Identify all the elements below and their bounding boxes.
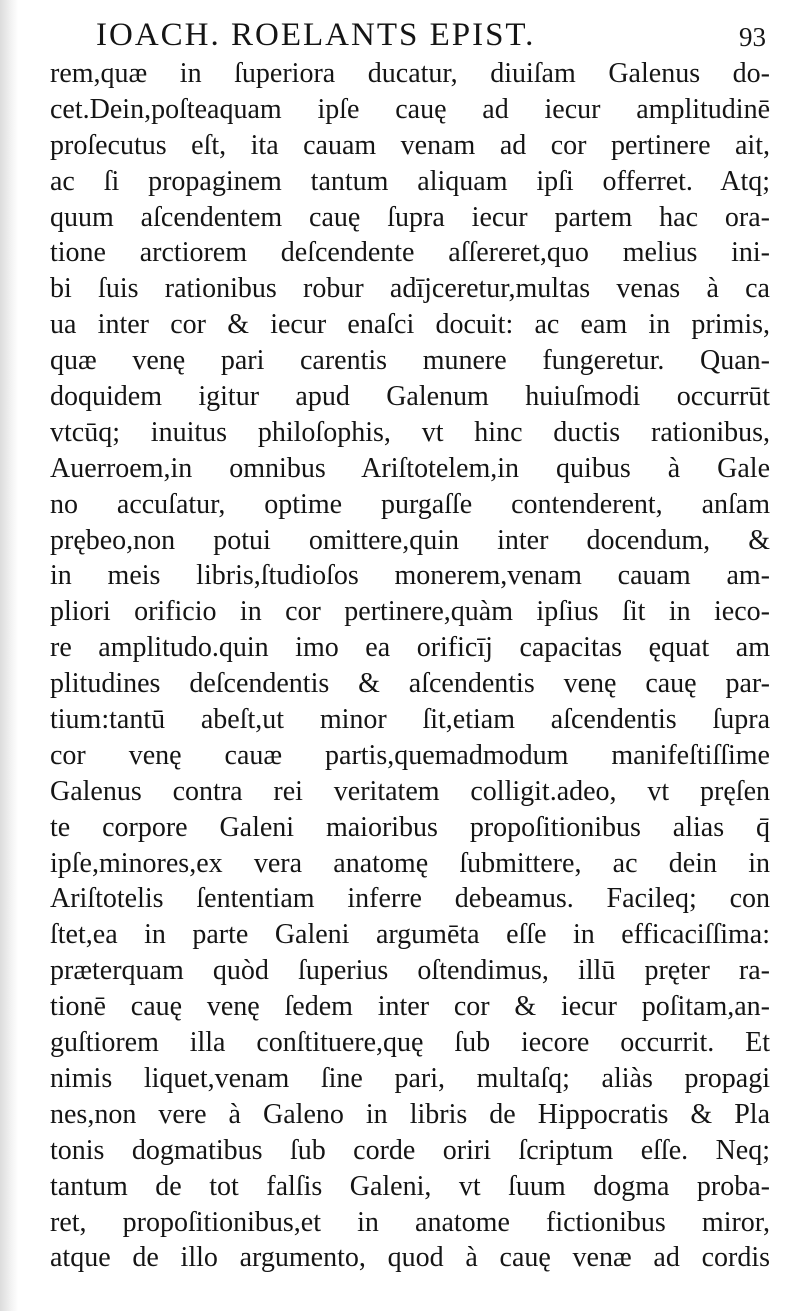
text-line: guſtiorem illa conſtituere,quę ſub iecore occurrit. Et — [50, 1027, 770, 1059]
body-text — [50, 56, 770, 1276]
text-line: tium:tantū abeſt,ut minor ſit,etiam aſcendentis ſupra — [50, 704, 770, 736]
text-line: ret, propoſitionibus,et in anatome fictionibus miror, — [50, 1206, 770, 1238]
text-line: tione arctiorem deſcendente aſſereret,quo melius ini- — [50, 237, 770, 269]
text-line: pręb​eo,non potui omittere,quin inter docendum, & — [50, 524, 770, 556]
text-line: cet.Dein,poſteaquam ipſe cauę ad iecur amplitudinē — [50, 93, 770, 125]
text-line: bi ſuis rationibus robur adījceretur,multas venas à ca — [50, 273, 770, 305]
text-line: nes,non vere à Galeno in libris de Hippocratis & Pla — [50, 1098, 770, 1130]
text-line: cor venę cauæ partis,quemadmodum manifeſtiſſime — [50, 739, 770, 771]
page-number: 93 — [739, 22, 766, 52]
text-line: quæ venę pari carentis munere fungeretur. Quan- — [50, 345, 770, 377]
text-line: quum aſcendentem cauę ſupra iecur partem hac ora- — [50, 201, 770, 233]
text-line: ſtet,ea in parte Galeni argumēta eſſe in efficaciſſima: — [50, 919, 770, 951]
text-line: tantum de tot falſis Galeni, vt ſuum dogma proba- — [50, 1170, 770, 1202]
text-line: Ariſtotelis ſententiam inferre debeamus. Facileq; con — [50, 883, 770, 915]
running-head: IOACH. ROELANTS EPIST. — [96, 17, 536, 53]
text-line: vtcūq; inuitus philoſophis, vt hinc ductis rationibus, — [50, 416, 770, 448]
text-line: plitudines deſcendentis & aſcendentis venę cauę par- — [50, 668, 770, 700]
text-line: re amplitudo.quin imo ea orificīj capacitas ęquat am — [50, 632, 770, 664]
text-line: Galenus contra rei veritatem colligit.adeo, vt pręſen — [50, 775, 770, 807]
text-line: no accuſatur, optime purgaſſe contenderent, anſam — [50, 488, 770, 520]
text-line: ua inter cor & iecur enaſci docuit: ac eam in primis, — [50, 309, 770, 341]
text-line: doquidem igitur apud Galenum huiuſmodi occurrūt — [50, 381, 770, 413]
text-line: atque de illo argumento, quod à cauę venæ ad cordis — [50, 1242, 770, 1274]
text-line: proſecutus eſt, ita cauam venam ad cor pertinere ait, — [50, 129, 770, 161]
text-line: præterquam quòd ſuperius oſtendimus, illū pręter ra- — [50, 955, 770, 987]
text-line: pliori orificio in cor pertinere,quàm ipſius ſit in ieco- — [50, 596, 770, 628]
text-line: ipſe,minores,ex vera anatomę ſubmittere, ac dein in — [50, 847, 770, 879]
text-line: ac ſi propaginem tantum aliquam ipſi offerret. Atq; — [50, 165, 770, 197]
page-header — [96, 12, 766, 58]
text-line: tionē cauę venę ſedem inter cor & iecur poſitam,an- — [50, 991, 770, 1023]
text-line: te corpore Galeni maioribus propoſitionibus alias q̄ — [50, 811, 770, 843]
text-line: in meis libris,ſtudioſos monerem,venam cauam am- — [50, 560, 770, 592]
text-line: Auerroem,in omnibus Ariſtotelem,in quibus à Gale — [50, 452, 770, 484]
text-line: tonis dogmatibus ſub corde oriri ſcriptum eſſe. Neq; — [50, 1134, 770, 1166]
page-gutter-shadow — [0, 0, 18, 1311]
text-line: nimis liquet,venam ſine pari, multaſq; aliàs propagi — [50, 1062, 770, 1094]
text-line: rem,quæ in ſuperiora ducatur, diuiſam Galenus do- — [50, 58, 770, 89]
